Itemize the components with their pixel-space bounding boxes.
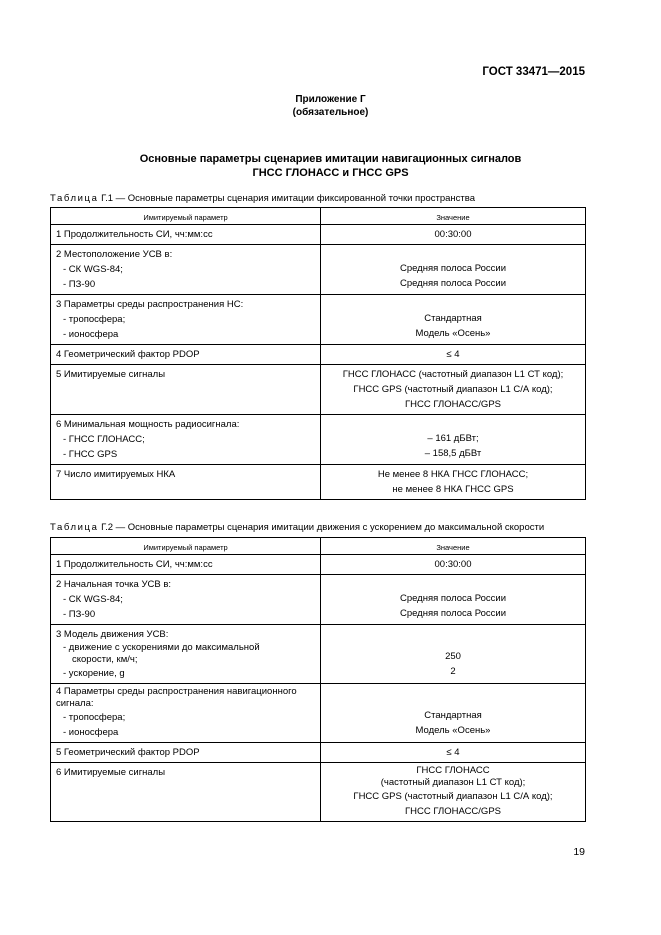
table1-caption: [50, 193, 475, 204]
table1-power-glonass-value: – 161 дБВт;: [427, 433, 479, 444]
table2-motion-acceleration: - ускорение, g: [63, 668, 125, 679]
table2-env-label: 4 Параметры среды распространения навигационного: [56, 686, 297, 697]
table2-caption: [50, 522, 544, 533]
section-title: [0, 152, 661, 180]
table2-start-wgs: - СК WGS-84;: [63, 594, 123, 605]
table1-value-duration: 00:30:00: [321, 225, 586, 245]
table2-param-duration: 1 Продолжительность СИ, чч:мм:сс: [51, 555, 321, 575]
table1-col1-header: Имитируемый параметр: [51, 208, 321, 225]
table2-col1-header: Имитируемый параметр: [51, 538, 321, 555]
table1-power-glonass: - ГНСС ГЛОНАСС;: [63, 434, 145, 445]
table2-motion-speed-value: 250: [445, 651, 461, 662]
table2: [50, 537, 586, 822]
table1-location-wgs-value: Средняя полоса России: [399, 263, 507, 274]
table1-env-label: 3 Параметры среды распространения НС:: [56, 299, 244, 310]
table2-value-signals: [321, 763, 586, 822]
table1-location-pz-value: Средняя полоса России: [399, 278, 507, 289]
table-row: [51, 345, 586, 365]
table1-signals-glonass: ГНСС ГЛОНАСС (частотный диапазон L1 СТ код);: [342, 369, 564, 380]
table-row: [51, 684, 586, 743]
table1-value-pdop: ≤ 4: [321, 345, 586, 365]
table2-start-pz: - ПЗ-90: [63, 609, 96, 620]
table2-env-label-cont: сигнала:: [56, 698, 94, 709]
table-row: [51, 743, 586, 763]
table2-signals-glonass: ГНСС ГЛОНАСС: [416, 765, 490, 776]
table2-motion-acceleration-value: 2: [450, 666, 456, 677]
table2-value-duration: 00:30:00: [321, 555, 586, 575]
table2-env-ionosphere: - ионосфера: [63, 727, 119, 738]
table1-power-gps: - ГНСС GPS: [63, 449, 118, 460]
table1-power-gps-value: – 158,5 дБВт: [424, 448, 482, 459]
table-row: [51, 575, 586, 625]
table1-value-location: [321, 245, 586, 295]
table-row: [51, 365, 586, 415]
table-row: [51, 625, 586, 684]
table2-param-pdop: 5 Геометрический фактор PDOP: [51, 743, 321, 763]
table1-value-satellites: [321, 465, 586, 500]
table2-value-environment: [321, 684, 586, 743]
table1-param-location: [51, 245, 321, 295]
table1-env-troposphere-value: Стандартная: [424, 313, 482, 324]
table1-signals-gps: ГНСС GPS (частотный диапазон L1 С/А код);: [353, 384, 553, 395]
table-row: [51, 415, 586, 465]
table2-start-label: 2 Начальная точка УСВ в:: [56, 579, 172, 590]
table-row: [51, 763, 586, 822]
appendix-heading: [0, 93, 661, 119]
table2-value-motion: [321, 625, 586, 684]
table1-location-pz: - ПЗ-90: [63, 279, 96, 290]
table1-location-label: 2 Местоположение УСВ в:: [56, 249, 173, 260]
table1-env-ionosphere: - ионосфера: [63, 329, 119, 340]
table2-param-start-point: [51, 575, 321, 625]
table2-motion-speed-unit: скорости, км/ч;: [72, 654, 138, 665]
table2-signals-combined: ГНСС ГЛОНАСС/GPS: [404, 806, 501, 817]
table1-caption-label: Таблица: [50, 193, 99, 204]
table2-caption-text: Г.2 — Основные параметры сценария имитации движения с ускорением до максимальной скорости: [98, 522, 545, 533]
table-row: [51, 555, 586, 575]
table1-param-power: [51, 415, 321, 465]
table1-env-troposphere: - тропосфера;: [63, 314, 126, 325]
table1-header-row: [51, 208, 586, 225]
section-title-line1: Основные параметры сценариев имитации навигационных сигналов: [139, 153, 522, 165]
table2-signals-glonass-band: (частотный диапазон L1 СТ код);: [380, 777, 526, 788]
table1-env-ionosphere-value: Модель «Осень»: [415, 328, 491, 339]
table1-power-label: 6 Минимальная мощность радиосигнала:: [56, 419, 240, 430]
table2-value-start-point: [321, 575, 586, 625]
table1-param-satellites: 7 Число имитируемых НКА: [51, 465, 321, 500]
table-row: [51, 295, 586, 345]
table-row: [51, 465, 586, 500]
table1: [50, 207, 586, 500]
table2-env-troposphere-value: Стандартная: [424, 710, 482, 721]
table2-start-pz-value: Средняя полоса России: [399, 608, 507, 619]
appendix-title: Приложение Г: [295, 94, 366, 105]
page-number: 19: [573, 846, 585, 858]
table-row: [51, 245, 586, 295]
table2-start-wgs-value: Средняя полоса России: [399, 593, 507, 604]
table2-param-motion: [51, 625, 321, 684]
table2-signals-gps: ГНСС GPS (частотный диапазон L1 С/А код);: [353, 791, 553, 802]
table1-col2-header: Значение: [321, 208, 586, 225]
table1-value-power: [321, 415, 586, 465]
section-title-line2: ГНСС ГЛОНАСС и ГНСС GPS: [252, 167, 409, 179]
table1-satellites-glonass: Не менее 8 НКА ГНСС ГЛОНАСС;: [377, 469, 529, 480]
table2-motion-speed: - движение с ускорениями до максимальной: [63, 642, 260, 653]
table2-header-row: [51, 538, 586, 555]
table1-param-duration: 1 Продолжительность СИ, чч:мм:сс: [51, 225, 321, 245]
table2-env-ionosphere-value: Модель «Осень»: [415, 725, 491, 736]
table1-satellites-gps: не менее 8 НКА ГНСС GPS: [392, 484, 514, 495]
table1-param-signals: 5 Имитируемые сигналы: [51, 365, 321, 415]
table1-location-wgs: - СК WGS-84;: [63, 264, 123, 275]
table1-signals-combined: ГНСС ГЛОНАСС/GPS: [404, 399, 501, 410]
table2-param-signals: 6 Имитируемые сигналы: [51, 763, 321, 822]
table2-motion-label: 3 Модель движения УСВ:: [56, 629, 169, 640]
table2-caption-label: Таблица: [50, 522, 99, 533]
table2-col2-header: Значение: [321, 538, 586, 555]
table-row: [51, 225, 586, 245]
table1-caption-text: Г.1 — Основные параметры сценария имитации фиксированной точки пространства: [98, 193, 476, 204]
appendix-status: (обязательное): [292, 107, 369, 118]
table2-param-environment: [51, 684, 321, 743]
table1-value-signals: [321, 365, 586, 415]
table1-param-environment: [51, 295, 321, 345]
document-id: ГОСТ 33471—2015: [482, 66, 585, 78]
table2-value-pdop: ≤ 4: [321, 743, 586, 763]
table1-param-pdop: 4 Геометрический фактор PDOP: [51, 345, 321, 365]
table2-env-troposphere: - тропосфера;: [63, 712, 126, 723]
table1-value-environment: [321, 295, 586, 345]
